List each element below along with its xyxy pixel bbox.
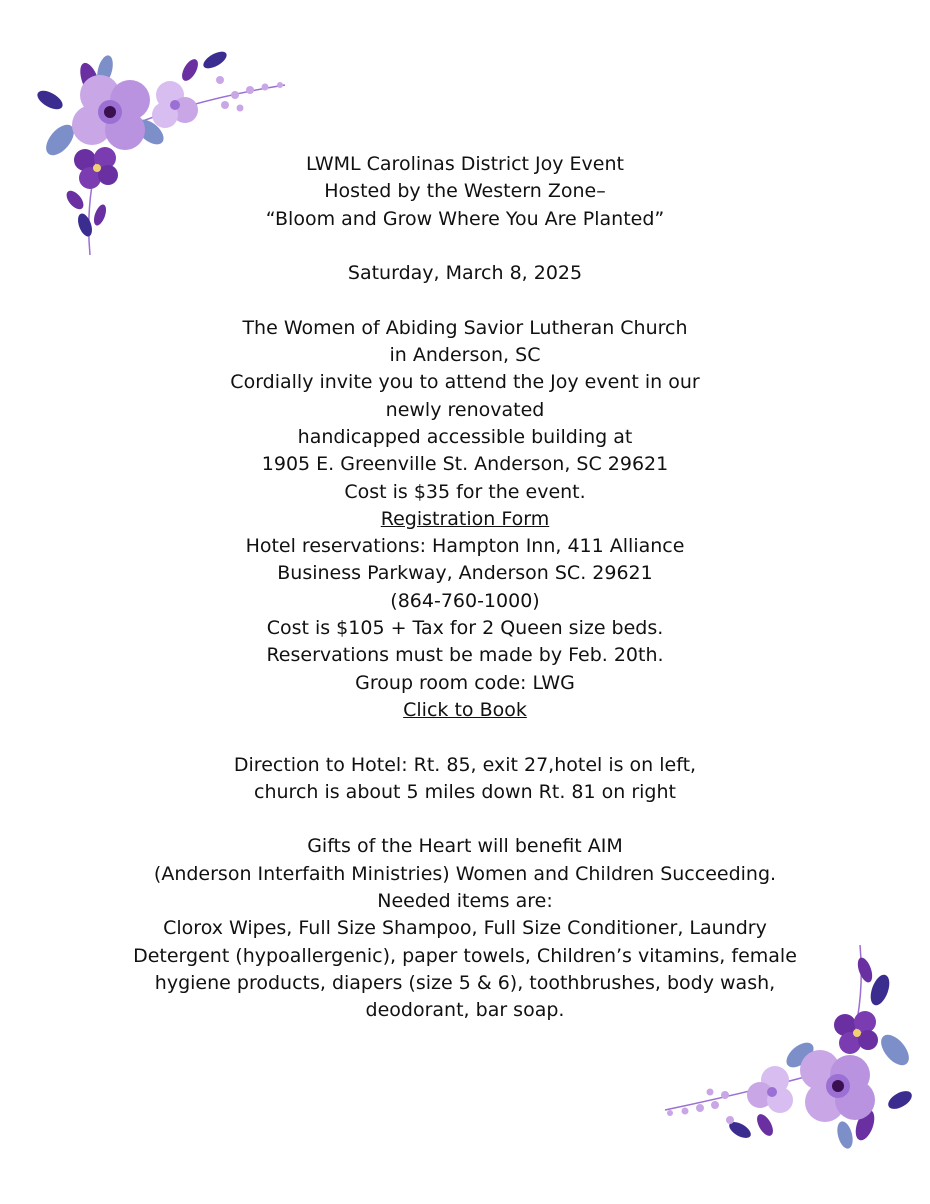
event-address: 1905 E. Greenville St. Anderson, SC 29621	[261, 453, 669, 476]
gifts-line: (Anderson Interfaith Ministries) Women and Children Succeeding.	[153, 862, 777, 885]
gifts-line: Gifts of the Heart will benefit AIM	[307, 835, 623, 858]
invite-line: newly renovated	[385, 398, 545, 421]
directions-line: church is about 5 miles down Rt. 81 on right	[254, 780, 676, 803]
invite-line: The Women of Abiding Savior Lutheran Church	[242, 316, 688, 339]
hotel-deadline: Reservations must be made by Feb. 20th.	[266, 644, 664, 667]
registration-form-link[interactable]: Registration Form	[380, 507, 550, 530]
gifts-line: Needed items are:	[377, 890, 553, 913]
invite-line: handicapped accessible building at	[297, 425, 633, 448]
invite-line: in Anderson, SC	[389, 344, 541, 367]
hotel-phone: (864-760-1000)	[390, 589, 540, 612]
event-theme: “Bloom and Grow Where You Are Planted”	[265, 207, 665, 230]
event-flyer-text	[110, 151, 820, 1025]
event-cost: Cost is $35 for the event.	[344, 480, 586, 503]
event-title-line-2: Hosted by the Western Zone–	[324, 180, 606, 203]
event-date: Saturday, March 8, 2025	[347, 262, 583, 285]
needed-items-line: Clorox Wipes, Full Size Shampoo, Full Size Conditioner, Laundry	[163, 917, 767, 940]
hotel-line: Hotel reservations: Hampton Inn, 411 Alliance	[245, 535, 685, 558]
needed-items-line: hygiene products, diapers (size 5 & 6), toothbrushes, body wash,	[154, 971, 776, 994]
click-to-book-link[interactable]: Click to Book	[403, 698, 527, 721]
hotel-group-code: Group room code: LWG	[355, 671, 575, 694]
event-title-line-1: LWML Carolinas District Joy Event	[306, 153, 624, 175]
needed-items-line: deodorant, bar soap.	[365, 999, 565, 1022]
hotel-line: Business Parkway, Anderson SC. 29621	[277, 562, 653, 585]
directions-line: Direction to Hotel: Rt. 85, exit 27,hotel is on left,	[233, 753, 697, 776]
hotel-cost: Cost is $105 + Tax for 2 Queen size beds.	[266, 617, 664, 640]
needed-items-line: Detergent (hypoallergenic), paper towels, Children’s vitamins, female	[133, 944, 797, 967]
invite-line: Cordially invite you to attend the Joy event in our	[230, 371, 700, 394]
